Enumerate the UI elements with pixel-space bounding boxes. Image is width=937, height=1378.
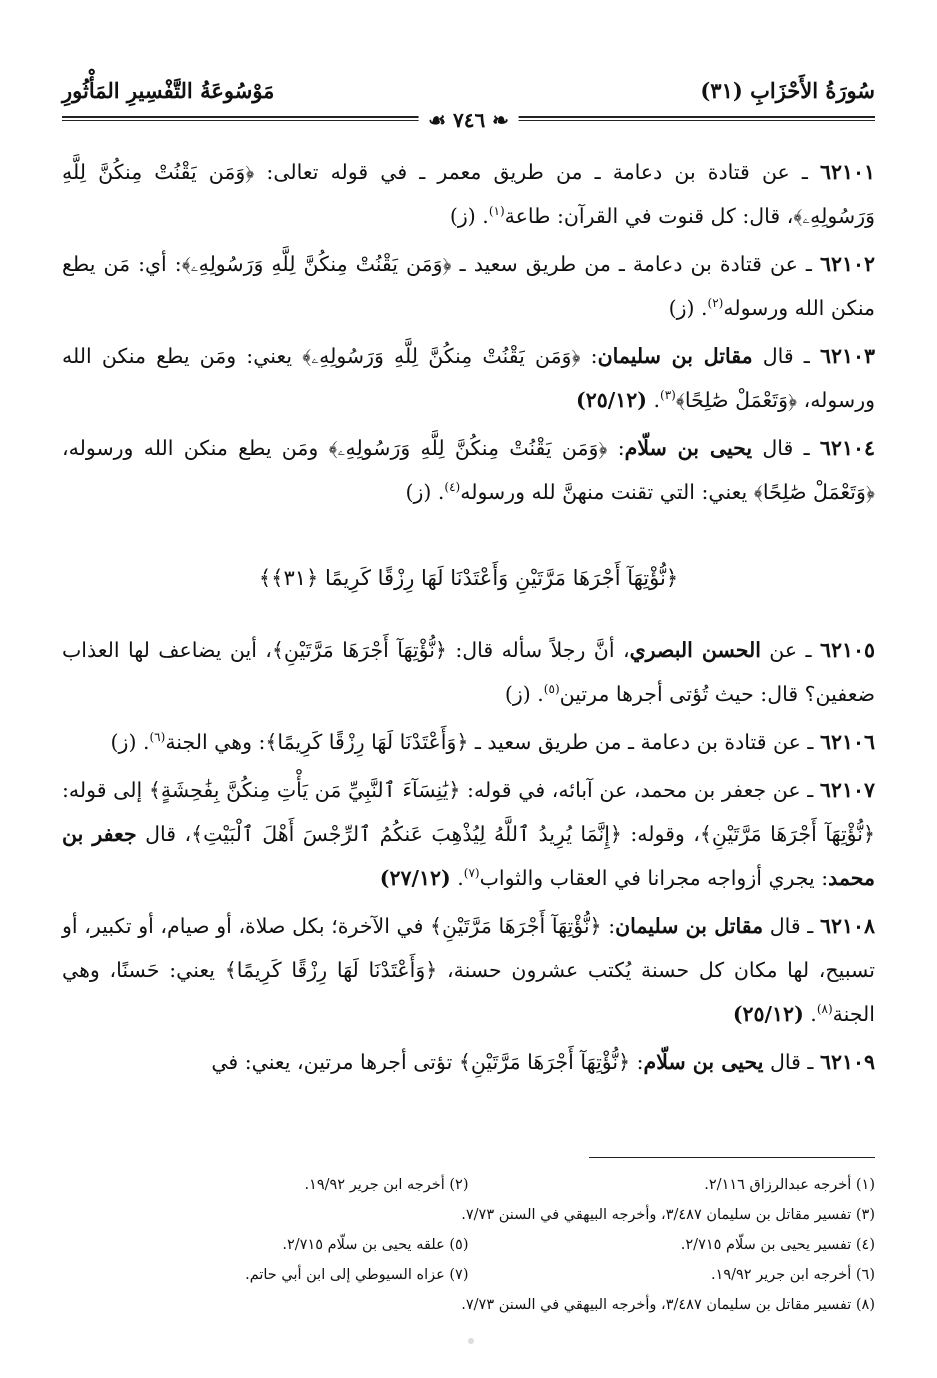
entry-text: . xyxy=(646,388,660,412)
narrator-name: الحسن البصري xyxy=(629,638,761,662)
entry-text: . xyxy=(450,866,464,890)
entry-text: ، قال xyxy=(136,822,192,846)
scan-speck xyxy=(468,1338,474,1344)
entry-text: ـ عن قتادة بن دعامة ـ من طريق سعيد ـ xyxy=(468,730,820,754)
entry-text: ، أين يضاعف لها العذاب ضعفين؟ قال: حيث تُؤتى أجرها مرتين xyxy=(62,638,875,706)
entry-text: ﴿وَتَعْمَلْ صَٰلِحًا﴾ xyxy=(675,388,798,412)
entry-text: : وهي الجنة xyxy=(165,730,266,754)
footnote-marker: (٤) xyxy=(444,480,461,495)
footnote-marker: (٧) xyxy=(463,866,480,881)
entry-number: ٦٢١٠٩ xyxy=(819,1050,875,1074)
footnote-3: (٣) تفسير مقاتل بن سليمان ٣/٤٨٧، وأخرجه البيهقي في السنن ٧/٧٣. xyxy=(461,1207,875,1223)
footnote-marker: (٢) xyxy=(707,296,724,311)
footnote-5: (٥) علقه يحيى بن سلّام ٢/٧١٥. xyxy=(282,1237,469,1253)
narrator-name: مقاتل بن سليمان xyxy=(615,914,764,938)
page xyxy=(62,0,875,1378)
footnote-marker: (٣) xyxy=(660,388,676,403)
ornament-right-icon: ☙ xyxy=(428,108,453,132)
entry-text: ﴿وَمَن يَقْنُتْ مِنكُنَّ لِلَّهِ وَرَسُولِهِۦ﴾ xyxy=(302,344,581,368)
entry-text: ﴿نُّؤْتِهَآ أَجْرَهَا مَرَّتَيْنِ﴾ xyxy=(430,914,602,938)
entry-text: ـ قال xyxy=(752,436,820,460)
footnote-row xyxy=(62,1200,875,1230)
entry-text: في الآخرة؛ بكل صلاة، أو صيام، أو تكبير، أو تسبيح، لها مكان كل حسنة يُكتب عشرون حسنة، xyxy=(62,914,875,982)
entry-number: ٦٢١٠٣ xyxy=(819,344,875,368)
footnote-8: (٨) تفسير مقاتل بن سليمان ٣/٤٨٧، وأخرجه البيهقي في السنن ٧/٧٣. xyxy=(461,1297,875,1313)
entry-text: يعني: التي تقنت منهنَّ لله ورسوله xyxy=(460,480,754,504)
entry-text: . (ز) xyxy=(504,682,544,706)
footnotes xyxy=(62,1170,875,1320)
footnote-1: (١) أخرجه عبدالرزاق ٢/١١٦. xyxy=(704,1177,875,1193)
entry-text: ـ عن قتادة بن دعامة ـ من طريق معمر ـ في قوله تعالى: xyxy=(254,160,820,184)
volume-reference: (٢٥/١٢) xyxy=(732,1002,804,1026)
entry-text: إلى قوله: xyxy=(62,778,149,802)
footnote-7: (٧) عزاه السيوطي إلى ابن أبي حاتم. xyxy=(245,1267,469,1283)
entry-text: : يجري أزواجه مجرانا في العقاب والثواب xyxy=(479,866,829,890)
entry-text: ﴿نُّؤْتِهَآ أَجْرَهَا مَرَّتَيْنِ﴾ xyxy=(699,822,875,846)
entry-text: . xyxy=(803,1002,817,1026)
footnote-row xyxy=(62,1230,875,1260)
entry-text: ﴿وَمَن يَقْنُتْ مِنكُنَّ لِلَّهِ وَرَسُولِهِۦ﴾ xyxy=(62,160,875,228)
entry-text: ، أنَّ رجلاً سأله قال: xyxy=(446,638,630,662)
narration-entry xyxy=(62,334,875,422)
entry-text: ـ عن xyxy=(760,638,820,662)
entry-text: : xyxy=(601,914,616,938)
entries-block-2 xyxy=(62,628,875,1084)
footnote-row xyxy=(62,1260,875,1290)
entry-text: ، وقوله: xyxy=(621,822,700,846)
entry-text: ﴿وَأَعْتَدْنَا لَهَا رِزْقًا كَرِيمًا﴾ xyxy=(265,730,469,754)
entry-number: ٦٢١٠١ xyxy=(819,160,876,184)
narrator-name: يحيى بن سلّام xyxy=(624,436,753,460)
entry-text: : أي: مَن يطع منكن الله ورسوله xyxy=(62,252,875,320)
entry-number: ٦٢١٠٥ xyxy=(819,638,875,662)
footnote-marker: (٥) xyxy=(543,682,560,697)
volume-reference: (٢٧/١٢) xyxy=(379,866,451,890)
footnote-marker: (٦) xyxy=(149,730,166,745)
book-title: مَوْسُوعَةُ التَّفْسِيرِ المَأْثُورِ xyxy=(62,78,275,103)
entry-number: ٦٢١٠٨ xyxy=(819,914,875,938)
entry-text: . (ز) xyxy=(668,296,708,320)
entry-text: ﴿وَمَن يَقْنُتْ مِنكُنَّ لِلَّهِ وَرَسُولِهِۦ﴾ xyxy=(328,436,608,460)
entry-text: ﴿نُّؤْتِهَآ أَجْرَهَا مَرَّتَيْنِ﴾ xyxy=(458,1050,631,1074)
footnote-marker: (١) xyxy=(488,204,505,219)
narration-entry xyxy=(62,242,875,330)
entry-text: ﴿وَتَعْمَلْ صَٰلِحًا﴾ xyxy=(753,480,875,504)
entry-text: . (ز) xyxy=(110,730,150,754)
entry-text: ـ قال xyxy=(763,1050,820,1074)
entry-text: يعني: حَسنًا، وهي الجنة xyxy=(62,958,875,1026)
narration-entry xyxy=(62,628,875,716)
entry-text: ـ عن قتادة بن دعامة ـ من طريق سعيد ـ xyxy=(451,252,820,276)
entry-text: يعني: ومَن يطع منكن الله ورسوله، xyxy=(62,344,875,412)
entry-text: : xyxy=(607,436,625,460)
narration-entry xyxy=(62,904,875,1036)
footnote-marker: (٨) xyxy=(816,1002,833,1017)
narrator-name: يحيى بن سلّام xyxy=(643,1050,764,1074)
entry-text: ومَن يطع منكن الله ورسوله، xyxy=(62,436,329,460)
entry-text: تؤتى أجرها مرتين، يعني: في xyxy=(211,1050,459,1074)
narration-entry xyxy=(62,720,875,764)
narrator-name: جعفر بن محمد xyxy=(62,822,875,890)
page-number xyxy=(418,108,519,132)
narration-entry xyxy=(62,150,875,238)
entry-text: ـ قال xyxy=(752,344,820,368)
running-header xyxy=(62,78,875,132)
entry-text: ﴿إِنَّمَا يُرِيدُ ٱللَّهُ لِيُذْهِبَ عَنكُمُ ٱلرِّجْسَ أَهْلَ ٱلْبَيْتِ﴾ xyxy=(191,822,622,846)
entry-text: : xyxy=(630,1050,644,1074)
entry-text: ـ قال xyxy=(763,914,820,938)
entry-text: ﴿وَمَن يَقْنُتْ مِنكُنَّ لِلَّهِ وَرَسُولِهِۦ﴾ xyxy=(181,252,452,276)
narrator-name: مقاتل بن سليمان xyxy=(597,344,753,368)
footnote-row xyxy=(62,1290,875,1320)
footnote-2: (٢) أخرجه ابن جرير ١٩/٩٢. xyxy=(304,1177,469,1193)
entry-number: ٦٢١٠٧ xyxy=(819,778,875,802)
entry-text: ﴿يَٰنِسَآءَ ٱلنَّبِيِّ مَن يَأْتِ مِنكُنَّ بِفَٰحِشَةٍ﴾ xyxy=(148,778,461,802)
quran-verse: ﴿نُّؤْتِهَآ أَجْرَهَا مَرَّتَيْنِ وَأَعْتَدْنَا لَهَا رِزْقًا كَرِيمًا ﴿٣١﴾﴾ xyxy=(258,566,679,590)
entry-text: : xyxy=(580,344,598,368)
entry-text: . (ز) xyxy=(405,480,445,504)
surah-title: سُورَةُ الأَحْزَابِ (٣١) xyxy=(700,78,875,103)
entry-text: ، قال: كل قنوت في القرآن: طاعة xyxy=(504,204,794,228)
main-text xyxy=(62,150,875,1088)
entry-text: ﴿نُّؤْتِهَآ أَجْرَهَا مَرَّتَيْنِ﴾ xyxy=(271,638,447,662)
narration-entry xyxy=(62,768,875,900)
entries-block-1 xyxy=(62,150,875,514)
ornament-left-icon: ❧ xyxy=(485,108,509,132)
narration-entry xyxy=(62,426,875,514)
footnote-row xyxy=(62,1170,875,1200)
footnote-6: (٦) أخرجه ابن جرير ١٩/٩٢. xyxy=(710,1267,875,1283)
entry-number: ٦٢١٠٦ xyxy=(819,730,875,754)
footnote-rule xyxy=(589,1157,875,1158)
entry-number: ٦٢١٠٢ xyxy=(819,252,875,276)
footnote-4: (٤) تفسير يحيى بن سلّام ٢/٧١٥. xyxy=(680,1237,875,1253)
entry-number: ٦٢١٠٤ xyxy=(819,436,875,460)
page-number-value: ٧٤٦ xyxy=(452,108,486,132)
entry-text: . (ز) xyxy=(449,204,489,228)
volume-reference: (٢٥/١٢) xyxy=(576,388,647,412)
entry-text: ﴿وَأَعْتَدْنَا لَهَا رِزْقًا كَرِيمًا﴾ xyxy=(224,958,438,982)
narration-entry xyxy=(62,1040,875,1084)
entry-text: ـ عن جعفر بن محمد، عن آبائه، في قوله: xyxy=(460,778,820,802)
